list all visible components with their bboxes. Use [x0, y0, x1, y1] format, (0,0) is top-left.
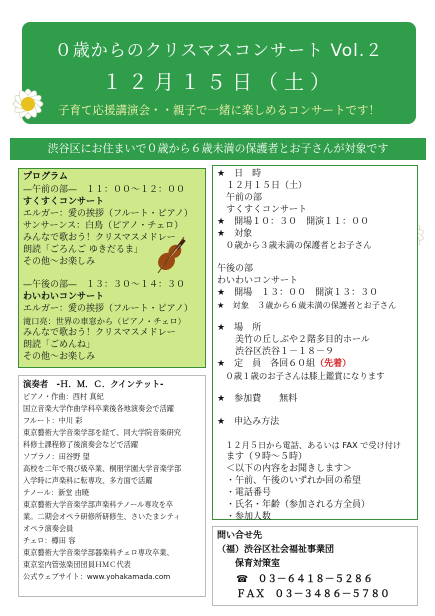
first-come-badge: （先着）: [315, 359, 352, 369]
contact-heading: 問い合せ先: [217, 531, 263, 541]
performer-line: 業。二期会オペラ研修所研修生、さいたまシティ: [23, 512, 181, 521]
official-website-link[interactable]: 公式ウェブサイト：www.yohakamada.com: [23, 572, 171, 581]
event-info-box: [212, 165, 418, 520]
event-line: ★ 開場 １３：００ 開演１３：３０: [217, 288, 379, 298]
performer-line: 演奏者 -Ｈ．Ｍ．Ｃ．クインテット-: [23, 379, 164, 389]
event-line: 午後の部: [217, 264, 254, 274]
performer-line: 科修士課程修了後演奏会などで活躍: [23, 440, 139, 449]
program-line: 朗読「ごろんご ゆきだるま」: [23, 245, 143, 255]
program-line: その他～お楽しみ: [23, 257, 96, 267]
program-heading: プログラム: [23, 172, 68, 182]
concert-tagline: 子育て応援講演会・・親子で一緒に楽しめるコンサートです！: [58, 103, 380, 117]
performer-line: 東京藝術大学音楽学部器楽科チェロ専攻卒業、: [23, 548, 174, 557]
program-line: 滝口亮：世界の車窓から（ピアノ・チェロ）: [23, 316, 186, 326]
event-line: 午前の部: [217, 193, 263, 203]
eligibility-strip: 渋谷区にお住まいで０歳から６歳未満の保護者とお子さんが対象です: [10, 138, 426, 160]
performer-line: オペラ演奏会員: [23, 524, 74, 533]
program-line: その他～お楽しみ: [23, 352, 96, 362]
event-line: ０歳から３歳未満の保護者とお子さん: [217, 241, 372, 251]
performer-line: 入学時に声楽科に転専攻、多方面で活躍: [23, 476, 153, 485]
event-line: ★ 対象: [217, 229, 253, 239]
program-line: 朗読「ごめんね」: [23, 340, 96, 350]
program-line: みんなで歌おう！クリスマスメドレー: [23, 328, 176, 338]
program-box: [18, 168, 206, 368]
performer-line: チェロ：樽田 容: [23, 536, 76, 545]
event-line: ★ 場 所: [217, 323, 262, 333]
contact-fax[interactable]: ＦＡＸ ０３－３４８６－５７８０: [217, 589, 390, 600]
event-line: ・氏名・年齢（参加される方全員）: [217, 500, 371, 510]
contact-org: （福）渋谷区社会福祉事業団: [217, 545, 335, 555]
event-line: 渋谷区渋谷１－１８－９: [217, 347, 335, 357]
performer-line: 東京藝術大学音楽学部声楽科テノール専攻を卒: [23, 500, 174, 509]
daisy-flower-icon: [2, 78, 54, 130]
event-line: ・参加人数: [217, 512, 272, 522]
program-line: サンサーンス：白鳥（ピアノ・チェロ）: [23, 221, 184, 231]
performer-line: ピアノ・作曲：西村 真紀: [23, 392, 104, 401]
program-line: —午前の部— １１：００～１２：００: [23, 185, 186, 195]
event-line: わいわいコンサート: [217, 276, 299, 286]
performer-line: フルート：中川 彩: [23, 416, 83, 425]
event-line: ★ 参加費 無料: [217, 394, 298, 404]
concert-date: １２月１５日（土）: [102, 70, 336, 94]
event-line: ★ 日 時: [217, 169, 262, 179]
title-banner: [22, 22, 416, 124]
performers-box: [18, 375, 206, 597]
event-line: ・午前、午後のいずれか回の希望: [217, 476, 362, 486]
event-line: １２月１５日（土）: [217, 181, 308, 191]
event-line: すくすくコンサート: [217, 205, 308, 215]
performer-line: 東京室内管弦楽団団員ＨＭＣ代表: [23, 560, 131, 569]
program-line: —午後の部— １３：３０～１４：３０: [23, 280, 186, 290]
program-line: エルガー：愛の挨拶（フルート・ピアノ）: [23, 209, 193, 219]
program-line: わいわいコンサート: [23, 292, 105, 302]
event-line: ★ 対象 ３歳から６歳未満の保護者とお子さん: [217, 300, 397, 310]
contact-box: [212, 526, 418, 606]
performer-line: テノール：新堂 由暁: [23, 488, 90, 497]
program-line: みんなで歌おう！クリスマスメドレー: [23, 233, 176, 243]
performer-line: 国立音楽大学作曲学科卒業後各地演奏会で活躍: [23, 404, 174, 413]
event-line: ★ 申込み方法: [217, 417, 280, 427]
program-line: すくすくコンサート: [23, 197, 105, 207]
event-line: ０歳１歳のお子さんは膝上鑑賞になります: [217, 371, 385, 381]
event-line: ・電話番号: [217, 488, 272, 498]
event-line: ます（９時～５時）: [217, 452, 308, 462]
event-line: 美竹の丘しぶや２階多目的ホール: [217, 335, 370, 345]
event-line: １２月５日から電話、あるいは FAX で受け付け: [217, 440, 402, 450]
performer-line: 東京藝術大学音楽学部を経て、同大学院音楽研究: [23, 428, 181, 437]
event-line: ★ 開場１０：３０ 開演１１：００: [217, 217, 370, 227]
contact-dept: 保育対策室: [217, 559, 281, 569]
violin-icon: [152, 233, 190, 279]
performer-line: 高校を二年で飛び級卒業、桐朋学園大学音楽学部: [23, 464, 182, 473]
event-line: ＜以下の内容をお聞きします＞: [217, 464, 353, 474]
contact-phone[interactable]: ☎ ０３－６４１８－５２８６: [217, 574, 373, 585]
concert-title: ０歳からのクリスマスコンサート Vol.２: [54, 41, 384, 61]
capacity-text: ★ 定 員 各回６０組: [217, 359, 316, 369]
program-line: エルガー：愛の挨拶（フルート・ピアノ）: [23, 304, 193, 314]
performer-line: ソプラノ：田谷野 望: [23, 452, 90, 461]
